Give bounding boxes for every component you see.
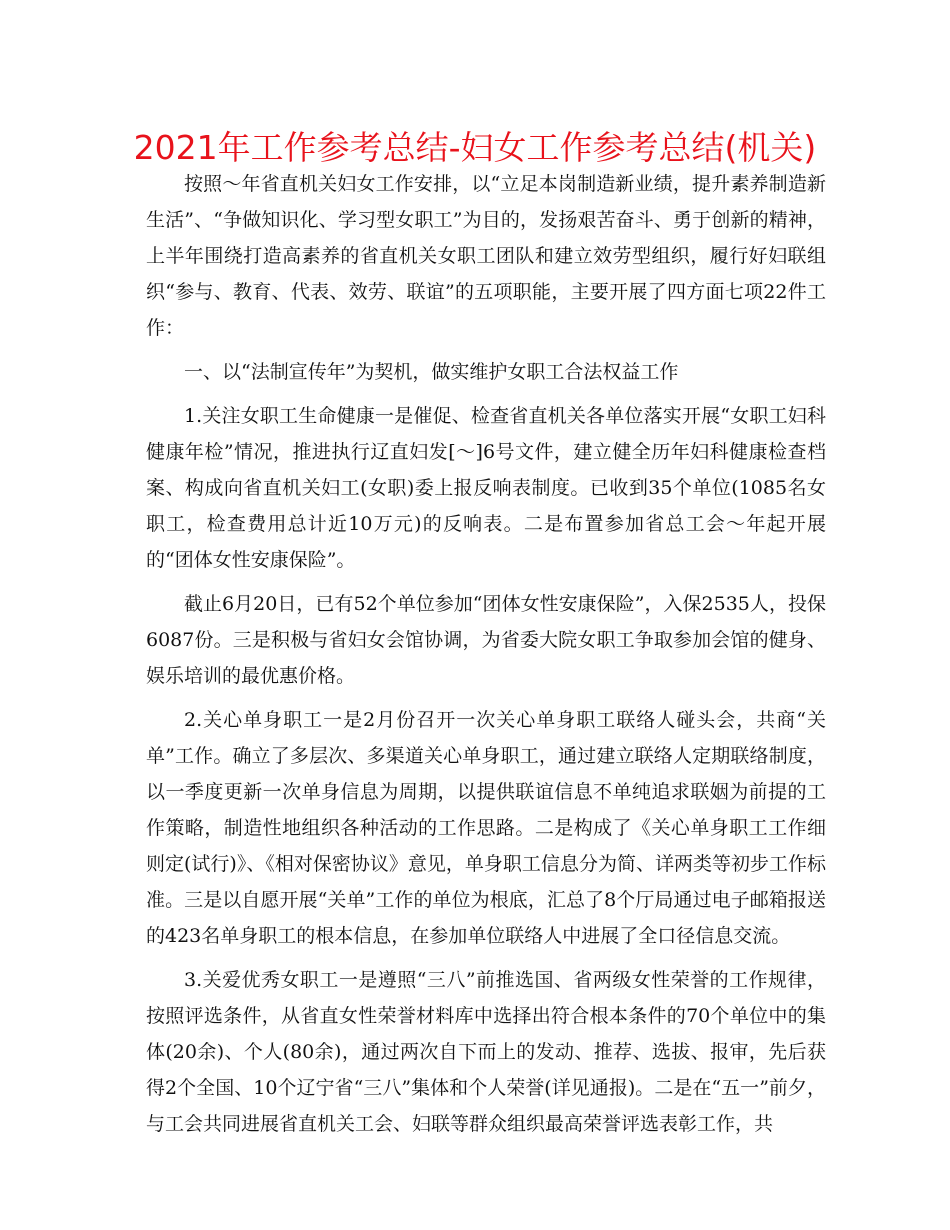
document-body bbox=[146, 166, 826, 1142]
paragraph-intro: 按照～年省直机关妇女工作安排，以“立足本岗制造新业绩，提升素养制造新生活”、“争做知识化、学习型女职工”为目的，发扬艰苦奋斗、勇于创新的精神，上半年围绕打造高素养的省直机关女职工团队和建立效劳型组织，履行好妇联组织“参与、教育、代表、效劳、联谊”的五项职能，主要开展了四方面七项22件工作： bbox=[146, 173, 826, 339]
paragraph-item-3: 3.关爱优秀女职工一是遵照“三八”前推选国、省两级女性荣誉的工作规律，按照评选条件，从省直女性荣誉材料库中选择出符合根本条件的70个单位中的集体(20余)、个人(80余)，通过两次自下而上的发动、推荐、选拔、报审，先后获得2个全国、10个辽宁省“三八”集体和个人荣誉(详见通报)。二是在“五一”前夕，与工会共同进展省直机关工会、妇联等群众组织最高荣誉评选表彰工作，共 bbox=[146, 969, 826, 1135]
paragraph-item-1-continued: 截止6月20日，已有52个单位参加“团体女性安康保险”，入保2535人，投保6087份。三是积极与省妇女会馆协调，为省委大院女职工争取参加会馆的健身、娱乐培训的最优惠价格。 bbox=[146, 593, 826, 687]
paragraph-item-2: 2.关心单身职工一是2月份召开一次关心单身职工联络人碰头会，共商“关单”工作。确立了多层次、多渠道关心单身职工，通过建立联络人定期联络制度，以一季度更新一次单身信息为周期，以提供联谊信息不单纯追求联姻为前提的工作策略，制造性地组织各种活动的工作思路。二是构成了《关心单身职工工作细则定(试行)》、《相对保密协议》意见，单身职工信息分为简、详两类等初步工作标准。三是以自愿开展“关单”工作的单位为根底，汇总了8个厅局通过电子邮箱报送的423名单身职工的根本信息，在参加单位联络人中进展了全口径信息交流。 bbox=[146, 709, 826, 947]
section-heading-1: 一、以“法制宣传年”为契机，做实维护女职工合法权益工作 bbox=[184, 361, 679, 383]
paragraph-item-1: 1.关注女职工生命健康一是催促、检查省直机关各单位落实开展“女职工妇科健康年检”情况，推进执行辽直妇发[～]6号文件，建立健全历年妇科健康检查档案、构成向省直机关妇工(女职)委上报反响表制度。已收到35个单位(1085名女职工，检查费用总计近10万元)的反响表。二是布置参加省总工会～年起开展的“团体女性安康保险”。 bbox=[146, 405, 826, 571]
document-title: 2021年工作参考总结-妇女工作参考总结(机关) bbox=[133, 128, 817, 167]
